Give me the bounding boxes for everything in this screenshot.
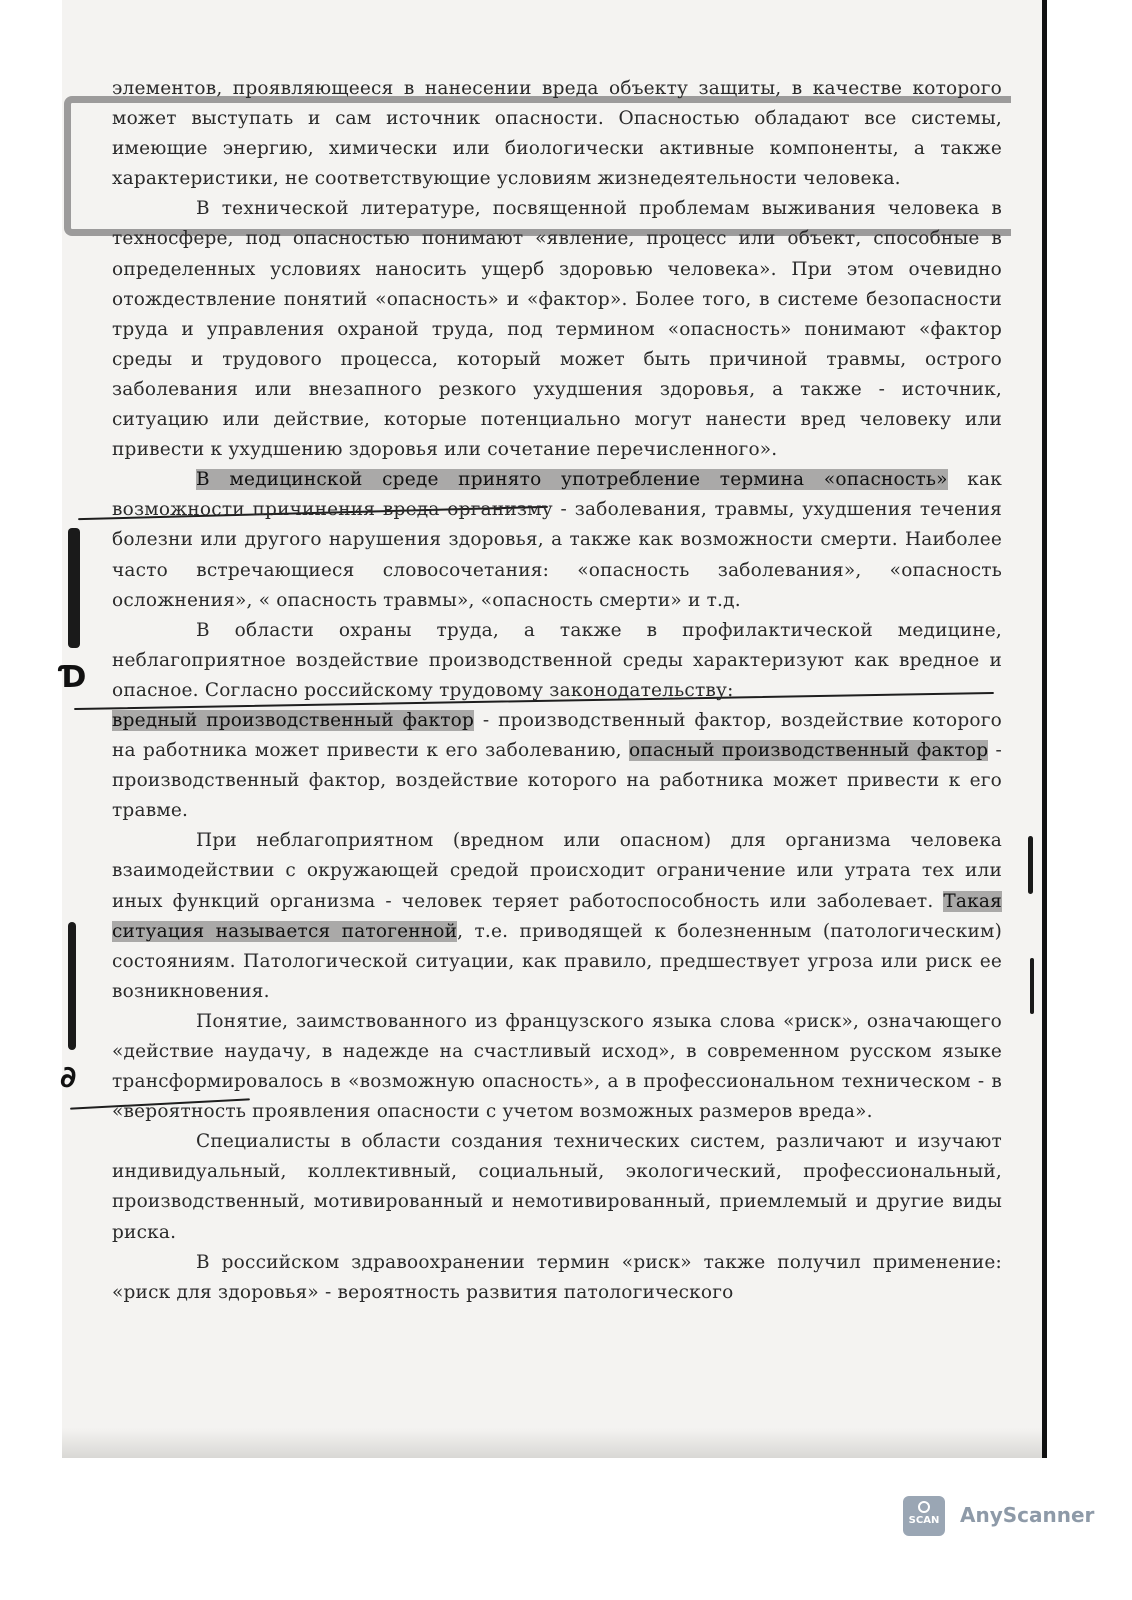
camera-icon <box>918 1501 930 1513</box>
margin-marker-stroke <box>1030 958 1034 1014</box>
paragraph-text: как возможности причинения вреда организму - заболевания, травмы, ухудшения течения болезни или другого нарушения здоровья, а также как возможности смерти. Наиболее часто встречающиеся словосочетания: «опасность заболевания», «опасность осложнения», « опасность травмы», «опасность смерти» и т.д. <box>112 469 1002 611</box>
paragraph-risk-etymology: Понятие, заимствованного из французского языка слова «риск», означающего «действие наудачу, в надежде на счастливый исход», в современном русском языке трансформировалось в «возможную опасность», а в профессиональном техническом - в «вероятность проявления опасности с учетом возможных размеров вреда». <box>112 1010 1002 1123</box>
highlighted-text: Такая ситуация называется патогенной <box>112 890 1002 942</box>
highlighted-term-dangerous: опасный производственный фактор <box>629 740 989 762</box>
document-body <box>112 74 1002 1308</box>
paragraph-occupational-safety: В области охраны труда, а также в профилактической медицине, неблагоприятное воздействие производственной среды характеризуют как вредное и опасное. Согласно российскому трудовому законодательству: <box>112 619 1002 701</box>
paragraph-pathogenic <box>112 826 1002 1007</box>
scanner-icon-label: SCAN <box>908 1515 940 1526</box>
paragraph-risk-types: Специалисты в области создания технических систем, различают и изучают индивидуальный, коллективный, социальный, экологический, профессиональный, производственный, мотивированный и немотивированный, приемлемый и другие виды риска. <box>112 1131 1002 1243</box>
paragraph-hazard-definition: элементов, проявляющееся в нанесении вреда объекту защиты, в качестве которого может выступать и сам источник опасности. Опасностью обладают все системы, имеющие энергию, химически или биологически активные компоненты, а также характеристики, не соответствующие условиям жизнедеятельности человека. <box>112 78 1002 190</box>
scanner-brand-watermark: AnyScanner <box>960 1503 1095 1527</box>
margin-marker-stroke <box>1028 836 1033 894</box>
scan-bottom-shadow <box>62 1428 1042 1458</box>
scan-edge-shadow <box>1042 0 1047 1458</box>
paragraph-factors <box>112 706 1002 826</box>
highlighted-text: В медицинской среде принято употребление термина «опасность» <box>196 469 948 491</box>
margin-mark-d: ∂ <box>60 1060 77 1095</box>
highlighted-term-harmful: вредный производственный фактор <box>112 709 475 731</box>
paragraph-technical-literature: В технической литературе, посвященной проблемам выживания человека в техносфере, под опасностью понимают «явление, процесс или объект, способные в определенных условиях наносить ущерб здоровью человека». При этом очевидно отождествление понятий «опасность» и «фактор». Более того, в системе безопасности труда и управления охраной труда, под термином «опасность» понимают «фактор среды и трудового процесса, который может быть причиной травмы, острого заболевания или внезапного резкого ухудшения здоровья, а также - источник, ситуацию или действие, которые потенциально могут нанести вред человеку или привести к ухудшению здоровья или сочетание перечисленного». <box>112 198 1002 461</box>
term-definition: - производственный фактор, воздействие которого на работника может привести к его травме. <box>112 740 1002 822</box>
margin-marker-stroke <box>68 528 80 648</box>
term-definition: - производственный фактор, воздействие которого на работника может привести к его заболеванию, <box>112 709 1002 762</box>
paragraph-text: При неблагоприятном (вредном или опасном) для организма человека взаимодействии с окружающей средой происходит ограничение или утрата тех или иных функций организма - человек теряет работоспособность или заболевает. <box>112 830 1002 912</box>
margin-marker-stroke <box>68 922 76 1050</box>
scanner-app-icon <box>903 1496 945 1536</box>
margin-mark-b: Ɗ <box>60 660 87 695</box>
paragraph-text: , т.е. приводящей к болезненным (патологическим) состояниям. Патологической ситуации, как правило, предшествует угроза или риск ее возникновения. <box>112 920 1002 1002</box>
paragraph-health-risk: В российском здравоохранении термин «риск» также получил применение: «риск для здоровья» - вероятность развития патологического <box>112 1251 1002 1303</box>
paragraph-medical <box>112 465 1002 615</box>
